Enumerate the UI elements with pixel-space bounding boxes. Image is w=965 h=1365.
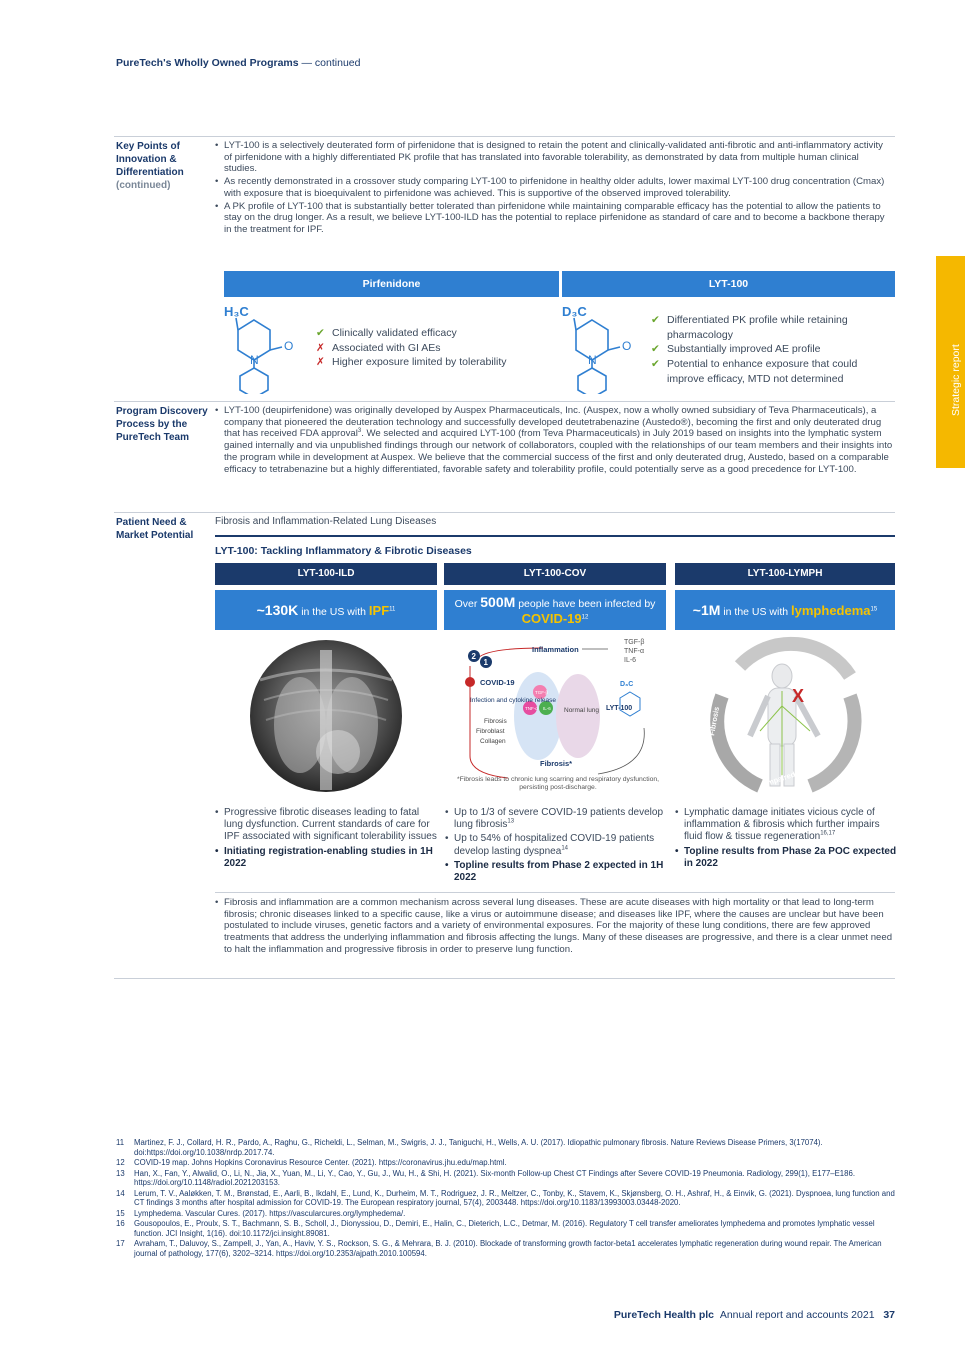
reference-item: 15 Lymphedema. Vascular Cures. (2017). https://vascularcures.org/lymphedema/. (116, 1208, 406, 1218)
col-lymph-stat: ~1M in the US with lymphedema$^{15}$ (675, 590, 895, 630)
svg-text:Impaired flow: Impaired flow (763, 764, 813, 788)
list-item: • LYT-100 (deupirfenidone) was originally developed by Auspex Pharmaceuticals, Inc. (Auspex, now a wholly owned subsidiary of Teva Pharmaceuticals), a company that pioneered the deuteration technology and successfully developed deutetrabenazine (Austedo®), becoming the first and only deuterated drug that has received FDA approval$^3$. We selected and acquired LYT-100 (from Teva Pharmaceuticals) in July 2019 based on insights into the lymphatic system gained internally and via unpublished findings through our network of collaborators, coupled with the relationships of our team members and their insights into the program while in development at Auspex. We believe that the commercial success of the first and only deuterated drug, Austedo, based on a comparable efficacy to tetrabenazine but a highly differentiated, favorable safety and tolerability profile, could potentially serve as a good precedence for LYT-100. (215, 405, 893, 475)
svg-text:Normal lung: Normal lung (564, 707, 600, 714)
page-footer: PureTech Health plc Annual report and accounts 2021 37 (613, 1309, 895, 1321)
lymphedema-cycle-diagram (700, 636, 870, 796)
col-lymph-bullets (675, 807, 897, 872)
list-item: • Up to 54% of hospitalized COVID-19 patients develop lasting dyspnea$^{14}$ (445, 833, 667, 857)
deuterated-methyl-group: D₃C (562, 304, 587, 319)
svg-text:2: 2 (471, 652, 476, 661)
col-cov-title: LYT-100-COV (444, 563, 666, 585)
references (116, 1138, 906, 1259)
chest-xray-image (250, 640, 402, 792)
list-item: • Progressive fibrotic diseases leading to fatal lung dysfunction. Current standards of care for IPF associated with significant tolerability issues (215, 807, 437, 844)
svg-text:O: O (284, 339, 294, 353)
list-item: ✔ Differentiated PK profile while retaining pharmacology (651, 314, 848, 341)
list-item: • Lymphatic damage initiates vicious cycle of inflammation & fibrosis which further impairs fluid flow & tissue regeneration$^{16,17}$ (675, 807, 897, 844)
methyl-group: H₃C (224, 304, 249, 319)
page-number: 37 (883, 1309, 895, 1321)
list-item: ✔ Clinically validated efficacy (316, 327, 457, 339)
divider (114, 512, 895, 513)
check-icon: ✔ (651, 358, 660, 371)
pirfenidone-header: Pirfenidone (224, 271, 559, 297)
list-item: ✔ Potential to enhance exposure that could improve efficacy, MTD not determined (651, 358, 858, 385)
discovery-text (215, 405, 893, 476)
section-label-patient-need: Patient Need & Market Potential (116, 517, 194, 541)
col-lymph-title: LYT-100-LYMPH (675, 563, 895, 585)
svg-text:IL-6: IL-6 (624, 657, 637, 664)
cross-icon: ✗ (316, 356, 325, 369)
list-item: • As recently demonstrated in a crossover study comparing LYT-100 to pirfenidone in healthy older adults, lower maximal LYT-100 drug concentration (Cmax) with exposure that is bioequivalent to pirfenidone was achieved. This is supportive of the observed improved tolerability. (215, 176, 893, 199)
col-ild-title: LYT-100-ILD (215, 563, 437, 585)
svg-text:Fibrosis: Fibrosis (707, 706, 722, 737)
check-icon: ✔ (651, 314, 660, 326)
reference-item: 14 Lerum, T. V., Aaløkken, T. M., Brønstad, E., Aarli, B., Ikdahl, E., Lund, K., Durheim, M. T., Rodriguez, J. R., Meltzer, C., Tonby, K., Stavem, K., Skjønsberg, O. H., Ashraf, H., & Einvik, G. (2021). Dyspnoea, lung function and CT findings 3 months after hospital admission for COVID-19. The European respiratory journal, 57(4), 2003448. https://doi.org/10.1183/13993003.03448-2020. (116, 1188, 895, 1207)
svg-text:Inflammation: Inflammation (532, 645, 579, 654)
reference-item: 12 COVID-19 map. Johns Hopkins Coronavirus Resource Center. (2021). https://coronavirus.jhu.edu/map.html. (116, 1158, 507, 1167)
list-item: • Topline results from Phase 2a POC expected in 2022 (675, 846, 897, 870)
svg-text:1: 1 (483, 658, 488, 667)
lyt100-header: LYT-100 (562, 271, 895, 297)
divider (114, 401, 895, 402)
subheading: LYT-100: Tackling Inflammatory & Fibrotic Diseases (215, 545, 472, 557)
damage-x-icon: X (792, 686, 805, 706)
svg-text:Inflammation: Inflammation (799, 651, 844, 684)
list-item: ✔ Substantially improved AE profile (651, 343, 821, 356)
col-ild-bullets (215, 807, 437, 872)
svg-text:Fibroblast: Fibroblast (476, 728, 505, 735)
svg-text:Infection and cytokine release: Infection and cytokine release (470, 697, 556, 704)
covid-diagram-footnote: *Fibrosis leads to chronic lung scarring and respiratory dysfunction, persisting post-discharge. (456, 776, 660, 792)
list-item: • Up to 1/3 of severe COVID-19 patients develop lung fibrosis$^{13}$ (445, 807, 667, 831)
cross-icon: ✗ (316, 341, 325, 354)
col-cov-stat: Over 500M people have been infected by COVID-$19^{12}$ (444, 590, 666, 630)
reference-item: 11 Martinez, F. J., Collard, H. R., Pardo, A., Raghu, G., Richeldi, L., Selman, M., Swigris, J. J., Taniguchi, H., Wells, A. U. (2017). Idiopathic pulmonary fibrosis. Nature Reviews Disease Primers, 3(17074). doi:https://doi.org/10.1038/nrdp.2017.74. (116, 1138, 823, 1157)
svg-text:TGF-β: TGF-β (624, 639, 645, 646)
list-item: • Initiating registration-enabling studies in 1H 2022 (215, 846, 437, 870)
lyt100-structure (560, 302, 650, 394)
lyt100-attributes (651, 313, 891, 386)
side-tab-label: Strategic report (950, 344, 962, 416)
check-icon: ✔ (651, 343, 660, 356)
divider (215, 892, 895, 893)
list-item: ✗ Higher exposure limited by tolerability (316, 356, 507, 369)
svg-text:TNF-α: TNF-α (624, 648, 644, 655)
section-intro: Fibrosis and Inflammation-Related Lung Diseases (215, 516, 437, 527)
col-cov-bullets (445, 807, 667, 886)
list-item: • LYT-100 is a selectively deuterated form of pirfenidone that is designed to retain the potent and clinically-validated anti-fibrotic and anti-inflammatory activity of pirfenidone with a highly differentiated PK profile that has translated into favorable tolerability, as demonstrated by data from multiple human clinical studies. (215, 140, 893, 175)
check-icon: ✔ (316, 327, 325, 339)
svg-text:Fibrosis: Fibrosis (484, 718, 507, 725)
list-item: ✗ Associated with GI AEs (316, 341, 441, 354)
svg-text:TNF-α: TNF-α (525, 706, 538, 711)
svg-text:Collagen: Collagen (480, 738, 506, 745)
virus-icon (465, 677, 475, 687)
svg-text:LYT-100: LYT-100 (606, 705, 633, 712)
list-item: • A PK profile of LYT-100 that is substantially better tolerated than pirfenidone while maintaining comparable efficacy has the potential to allow the patients to stay on the drug longer. As a result, we believe LYT-100-ILD has the potential to replace pirfenidone as standard of care and to become a backbone therapy in the treatment for IPF. (215, 201, 893, 236)
covid-mechanism-diagram (448, 636, 666, 796)
svg-text:N: N (250, 353, 259, 367)
divider (114, 136, 895, 137)
divider (215, 535, 895, 537)
list-item: • Topline results from Phase 2 expected in 1H 2022 (445, 860, 667, 884)
running-header: PureTech's Wholly Owned Programs — continued (116, 57, 361, 69)
reference-item: 13 Han, X., Fan, Y., Alwalid, O., Li, N., Jia, X., Yuan, M., Li, Y., Cao, Y., Gu, J., Wu, H., & Shi, H. (2021). Six-month Follow-up Chest CT Findings after Severe COVID-19 Pneumonia. Radiology, 299(1), E177–E186. https://doi.org/10.1148/radiol.2021203153. (116, 1168, 855, 1187)
col-ild-stat: ~130K in the US with IPF$^{11}$ (215, 590, 437, 630)
svg-text:D₃C: D₃C (620, 681, 634, 688)
section-label-key-points: Key Points of Innovation & Differentiation (continued) (116, 141, 184, 191)
list-item: • Fibrosis and inflammation are a common mechanism across several lung diseases. These are acute diseases with high mortality or that lead to long-term fibrosis; chronic diseases linked to a specific cause, like a virus or autoimmune disease; and diseases like IPF, where the causes are unclear but have been postulated to include viruses, genetic factors and a variety of environmental exposures. For the majority of these lung conditions, there are few approved treatments that address the underlying inflammation and fibrosis affecting the lungs. Many of these diseases are progressive, and there is a clear unmet need to halt the inflammation and progressive fibrosis in order to preserve lung function. (215, 897, 893, 956)
reference-item: 16 Gousopoulos, E., Proulx, S. T., Bachmann, S. B., Scholl, J., Dionyssiou, D., Demiri, E., Halin, C., Dieterich, L.C., Detmar, M. (2016). Regulatory T cell transfer ameliorates lymphedema and promotes lymphatic vessel function. JCI Insight, 1(16). doi:10.1172/jci.insight.89081. (116, 1219, 875, 1238)
section-label-discovery: Program Discovery Process by the PureTech Team (116, 406, 208, 443)
pirfenidone-attributes (316, 326, 556, 370)
svg-text:O: O (622, 339, 632, 353)
key-points-list (215, 140, 893, 237)
svg-text:IL-6: IL-6 (543, 706, 551, 711)
svg-text:TGF-β: TGF-β (535, 690, 549, 695)
svg-text:N: N (588, 353, 597, 367)
closing-paragraph (215, 897, 893, 957)
svg-text:Fibrosis*: Fibrosis* (540, 759, 573, 768)
svg-text:COVID-19: COVID-19 (480, 678, 515, 687)
reference-item: 17 Avraham, T., Daluvoy, S., Zampell, J., Yan, A., Haviv, Y. S., Rockson, S. G., & Mehrara, B. J. (2010). Blockade of transforming growth factor-beta1 accelerates lymphatic regeneration during wound repair. The American journal of pathology, 177(6), 3202–3214. https://doi.org/10.2353/ajpath.2010.100594. (116, 1239, 882, 1258)
pirfenidone-structure (222, 302, 312, 394)
divider (114, 978, 895, 979)
